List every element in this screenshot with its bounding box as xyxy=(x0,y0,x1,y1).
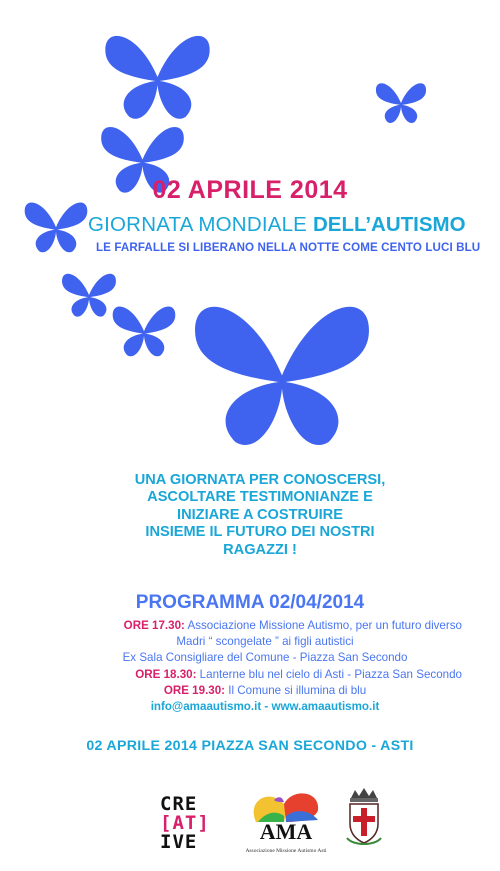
contact-info[interactable]: info@amaautismo.it - www.amaautismo.it xyxy=(150,700,380,714)
creative-logo xyxy=(160,795,230,852)
creative-logo-row: IVE xyxy=(160,831,198,853)
event-name-bold: DELL’AUTISMO xyxy=(312,213,466,236)
ama-logo xyxy=(236,786,336,864)
program-item xyxy=(60,650,470,666)
footer-location: 02 APRILE 2014 PIAZZA SAN SECONDO - ASTI xyxy=(86,738,414,754)
butterfly-icon xyxy=(370,78,432,126)
intro-line: UNA GIORNATA PER CONOSCERSI, xyxy=(134,472,386,488)
creative-logo-row: [AT] xyxy=(160,812,210,834)
program-time: ORE 18.30: xyxy=(135,667,197,681)
program-time: ORE 17.30: xyxy=(123,619,185,632)
event-date-title: 02 APRILE 2014 xyxy=(152,176,348,204)
program-item xyxy=(60,618,470,634)
butterfly-icon xyxy=(182,282,382,462)
intro-line: RAGAZZI ! xyxy=(223,541,297,558)
program-text: Ex Sala Consigliare del Comune - Piazza San Secondo xyxy=(122,651,408,665)
program-text: Associazione Missione Autismo, per un futuro diverso xyxy=(184,619,462,632)
creative-logo-row: CRE xyxy=(160,793,198,815)
program-text: Madri “ scongelate ” ai figli autistici xyxy=(176,635,354,649)
program-time: ORE 19.30: xyxy=(163,683,226,697)
intro-text xyxy=(110,472,410,559)
intro-line: ASCOLTARE TESTIMONIANZE E xyxy=(147,489,373,506)
city-crest-icon xyxy=(341,788,387,850)
butterfly-icon xyxy=(95,25,220,125)
event-name-title xyxy=(88,213,466,237)
program-text: Il Comune si illumina di blu xyxy=(225,683,367,697)
program-item xyxy=(60,683,470,699)
event-name-light: GIORNATA MONDIALE xyxy=(88,213,313,236)
ama-logo-name: AMA xyxy=(259,819,313,844)
program-item xyxy=(60,667,470,683)
intro-line: INIZIARE A COSTRUIRE xyxy=(177,506,343,523)
program-title: PROGRAMMA 02/04/2014 xyxy=(135,592,365,613)
intro-line: INSIEME IL FUTURO DEI NOSTRI xyxy=(145,524,375,541)
ama-logo-caption: Associazione Missione Autismo Asti xyxy=(245,848,327,854)
butterfly-icon xyxy=(108,300,180,360)
event-subtitle: LE FARFALLE SI LIBERANO NELLA NOTTE COME CENTO LUCI BLU xyxy=(96,241,481,254)
program-list xyxy=(60,618,470,715)
program-text: Lanterne blu nel cielo di Asti - Piazza San Secondo xyxy=(196,667,462,681)
program-item xyxy=(60,634,470,650)
